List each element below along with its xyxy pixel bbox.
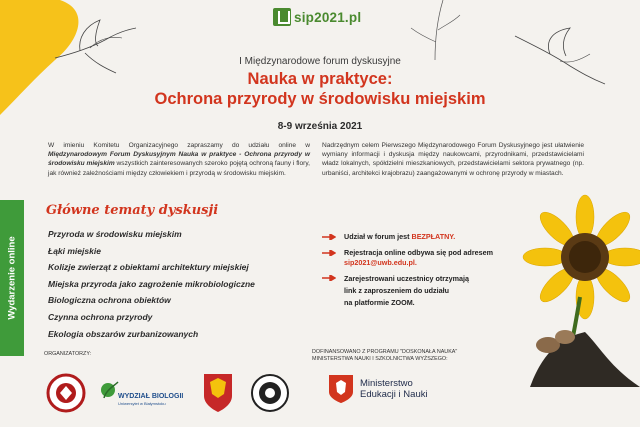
ministry-name-line1: Ministerstwo [360,378,413,389]
zoom-text-line1: Zarejestrowani uczestnicy otrzymają [344,273,470,283]
topics-heading: Główne tematy dyskusji [46,203,219,218]
topic-item: Łąki miejskie [48,245,101,256]
topics-list [48,226,255,342]
topic-item: Czynna ochrona przyrody [48,311,153,322]
intro-left-forum-name: Międzynarodowym Forum Dyskusyjnym Nauka w praktyce - Ochrona przyrody w środowisku miejskim [48,151,310,168]
zoom-row [322,273,542,309]
biology-faculty-logo [101,382,183,406]
title-line-1: Nauka w praktyce: [247,70,393,88]
arrow-right-icon [322,275,336,281]
arrow-right-icon [322,250,336,256]
logo-mark-icon [273,8,291,26]
free-highlight: BEZPŁATNY. [411,232,456,241]
podlaskie-coat-of-arms-logo [204,374,232,412]
topic-item: Miejska przyroda jako zagrożenie mikrobiologiczne [48,278,255,289]
logo-text: sip2021.pl [294,9,362,25]
free-participation-row [322,232,542,243]
online-event-label: Wydarzenie online [6,236,18,320]
participation-info [322,232,542,309]
zoom-text-line2: link z zaproszeniem do udziału [344,285,450,295]
arrow-right-icon [322,234,336,240]
topic-item: Kolizje zwierząt z obiektami architektury miejskiej [48,262,249,273]
funding-label [312,349,532,363]
registration-email-link[interactable]: sip2021@uwb.edu.pl. [344,258,417,267]
organizers-label: ORGANIZATORZY: [44,351,92,357]
biology-logo-line2: Uniwersytet w Białymstoku [118,401,166,406]
ministry-name-line2: Edukacji i Nauki [360,389,428,400]
intro-left-part1: W imieniu Komitetu Organizacyjnego zapraszamy do udziału online w [48,142,310,149]
topic-item: Ekologia obszarów zurbanizowanych [48,328,199,339]
funding-line-2: MINISTERSTWA NAUKI I SZKOLNICTWA WYŻSZEGO: [312,356,448,362]
plant-line-illustration [405,0,465,60]
title-line-2: Ochrona przyrody w środowisku miejskim [154,90,486,108]
funding-line-1: DOFINANSOWANO Z PROGRAMU "DOSKONAŁA NAUKA" [312,349,458,355]
polish-eagle-icon [328,374,354,404]
ministry-logo [328,374,428,404]
organizer-logos [46,368,306,418]
topic-item: Przyroda w środowisku miejskim [48,229,182,239]
society-round-logo [252,375,288,411]
bird-left-illustration [50,18,140,78]
intro-paragraph-left [48,141,310,178]
free-text: Udział w forum jest [344,232,412,241]
sip2021-logo [273,5,373,29]
zoom-text-line3: na platformie ZOOM. [344,297,415,307]
registration-text: Rejestracja online odbywa się pod adresem [344,247,493,257]
topic-item: Biologiczna ochrona obiektów [48,295,171,306]
intro-left-part3: wszystkich zainteresowanych szeroko pojętą ochroną fauny i flory, jak również zależnościami między człowiekiem i przyrodą w środowisku miejskim. [48,160,310,177]
biology-logo-line1: WYDZIAŁ BIOLOGII [118,393,184,400]
forum-subtitle: I Międzynarodowe forum dyskusyjne [239,56,401,67]
university-seal-logo [48,375,84,411]
online-event-band [0,200,24,356]
registration-row [322,248,542,269]
intro-paragraph-right: Nadrzędnym celem Pierwszego Międzynarodowego Forum Dyskusyjnego jest ułatwienie wymiany informacji i dyskusja między naukowcami, przyrodnikami, przedstawicielami władz lokalnych, spółdzielni mieszkaniowych, przedstawicielami sektora prywatnego (np. urbaniści, architekci krajobrazu) zaangażowanymi w ochronę przyrody w miastach. [322,142,584,177]
event-dates: 8-9 września 2021 [277,121,363,132]
